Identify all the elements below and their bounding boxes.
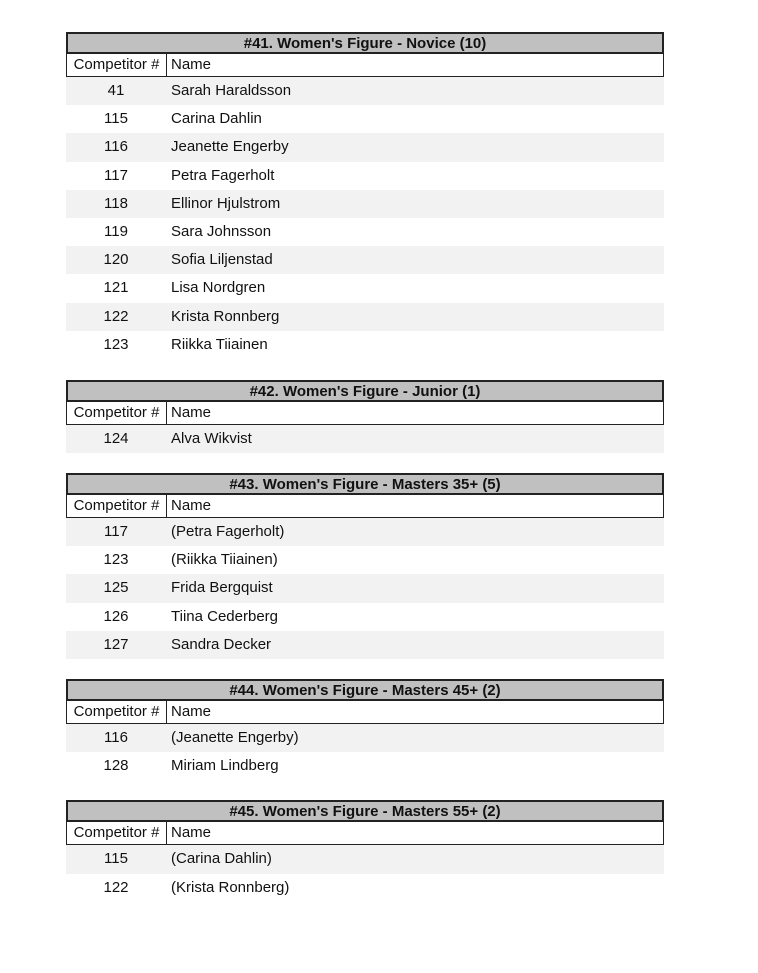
- name-header: Name: [171, 824, 212, 842]
- name-header: Name: [171, 56, 212, 73]
- category-block-45: [66, 800, 664, 901]
- competitor-number: 121: [103, 279, 129, 297]
- competitor-name: Alva Wikvist: [171, 429, 252, 447]
- table-row: [66, 631, 664, 659]
- table-row: [66, 603, 664, 631]
- competitor-number: 117: [104, 523, 128, 541]
- competitor-number: 123: [103, 335, 129, 353]
- competitor-number: 115: [104, 110, 128, 128]
- column-header-row: [66, 495, 664, 518]
- table-row: [66, 874, 664, 902]
- category-block-42: [66, 380, 664, 453]
- column-header-row: [66, 701, 664, 724]
- category-block-41: [66, 32, 664, 359]
- competitor-name: Sofia Liljenstad: [171, 251, 273, 269]
- table-row: [66, 133, 664, 161]
- table-row: [66, 752, 664, 780]
- category-title: #44. Women's Figure - Masters 45+ (2): [66, 679, 664, 701]
- competitor-number: 128: [103, 757, 129, 775]
- table-row: [66, 105, 664, 133]
- competitor-number: 118: [104, 194, 128, 212]
- column-header-row: [66, 402, 664, 425]
- competitor-name: Riikka Tiiainen: [171, 335, 268, 353]
- category-block-44: [66, 679, 664, 780]
- table-row: [66, 162, 664, 190]
- competitor-number: 122: [103, 878, 129, 896]
- table-row: [66, 246, 664, 274]
- category-title: #43. Women's Figure - Masters 35+ (5): [66, 473, 664, 495]
- competitor-name: (Carina Dahlin): [171, 850, 272, 868]
- competitor-number: 117: [104, 166, 128, 184]
- competitor-name: Sarah Haraldsson: [171, 82, 292, 99]
- competitor-number: 116: [104, 138, 128, 156]
- column-header-row: [66, 54, 664, 77]
- competitor-number-header: Competitor #: [67, 822, 167, 844]
- competitor-name: (Riikka Tiiainen): [171, 551, 278, 569]
- competitor-name: Tiina Cederberg: [171, 607, 278, 625]
- competitor-number: 119: [104, 222, 128, 240]
- competitor-number-header: Competitor #: [67, 495, 167, 517]
- competitor-number: 41: [107, 82, 125, 99]
- table-row: [66, 218, 664, 246]
- competitor-name: (Krista Ronnberg): [171, 878, 290, 896]
- table-row: [66, 331, 664, 359]
- competitor-number: 126: [103, 607, 129, 625]
- table-row: [66, 574, 664, 602]
- competitor-name: (Petra Fagerholt): [171, 523, 285, 541]
- competitor-number-header: Competitor #: [67, 701, 167, 723]
- competitor-number: 127: [103, 635, 129, 653]
- table-row: [66, 546, 664, 574]
- competitor-number: 120: [103, 251, 129, 269]
- table-row: [66, 518, 664, 546]
- table-row: [66, 845, 664, 873]
- competitor-name: (Jeanette Engerby): [171, 729, 299, 746]
- name-header: Name: [171, 403, 212, 421]
- competitor-name: Petra Fagerholt: [171, 166, 275, 184]
- category-title: #45. Women's Figure - Masters 55+ (2): [66, 800, 664, 822]
- table-row: [66, 77, 664, 105]
- competitor-number-header: Competitor #: [67, 54, 167, 76]
- competitor-number: 122: [103, 307, 129, 325]
- competitor-name: Sara Johnsson: [171, 222, 272, 240]
- competitor-number: 123: [103, 551, 129, 569]
- competitor-name: Miriam Lindberg: [171, 757, 279, 775]
- category-title: #42. Women's Figure - Junior (1): [66, 380, 664, 402]
- competitor-name: Lisa Nordgren: [171, 279, 266, 297]
- competitor-name: Carina Dahlin: [171, 110, 262, 128]
- table-row: [66, 303, 664, 331]
- table-row: [66, 724, 664, 752]
- table-row: [66, 425, 664, 453]
- competitor-number-header: Competitor #: [67, 402, 167, 424]
- column-header-row: [66, 822, 664, 845]
- name-header: Name: [171, 497, 212, 515]
- competitor-list-sheet: [66, 32, 664, 902]
- competitor-number: 125: [103, 579, 129, 597]
- competitor-name: Krista Ronnberg: [171, 307, 280, 325]
- competitor-name: Ellinor Hjulstrom: [171, 194, 281, 212]
- table-row: [66, 190, 664, 218]
- competitor-name: Sandra Decker: [171, 635, 272, 653]
- competitor-number: 124: [103, 429, 129, 447]
- competitor-name: Frida Bergquist: [171, 579, 273, 597]
- competitor-number: 115: [104, 850, 128, 868]
- competitor-name: Jeanette Engerby: [171, 138, 289, 156]
- name-header: Name: [171, 703, 212, 720]
- category-title: #41. Women's Figure - Novice (10): [66, 32, 664, 54]
- competitor-number: 116: [104, 729, 128, 746]
- table-row: [66, 274, 664, 302]
- category-block-43: [66, 473, 664, 659]
